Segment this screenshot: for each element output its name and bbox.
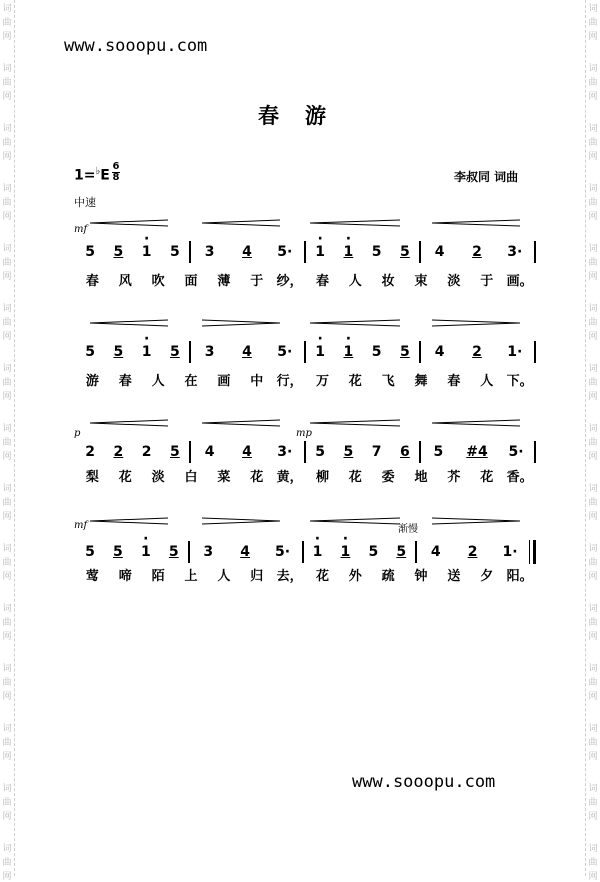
hairpin-line — [90, 521, 168, 524]
watermark-glyph: 曲 — [588, 78, 598, 88]
lyric-syllable: 春 — [447, 374, 461, 389]
note: 7 — [371, 444, 382, 460]
lyric-syllable: 春 — [315, 274, 329, 289]
note: 5· — [277, 344, 293, 360]
watermark-glyph: 网 — [588, 212, 598, 222]
measure — [306, 344, 419, 360]
watermark-glyph: 曲 — [588, 498, 598, 508]
watermark-glyph: 网 — [588, 872, 598, 882]
dynamic-hairpins — [0, 318, 600, 330]
lyric-syllable: 送 — [447, 569, 461, 584]
dynamic-marking-2: mp — [296, 428, 312, 439]
watermark-glyph: 网 — [2, 452, 12, 462]
note: 5 — [170, 344, 180, 360]
note: 5 — [371, 244, 382, 260]
watermark-glyph: 曲 — [2, 798, 12, 808]
note: 3 — [203, 544, 214, 560]
note: 4 — [240, 544, 250, 560]
note: · 1 — [341, 344, 355, 360]
notation-row — [76, 440, 536, 464]
watermark-glyph: 曲 — [588, 798, 598, 808]
watermark-glyph: 词 — [588, 784, 598, 794]
watermark-glyph: 网 — [2, 272, 12, 282]
lyric-syllable: 归 — [250, 569, 264, 584]
author-credit: 李叔同 词曲 — [454, 170, 519, 184]
lyric-syllable: 飞 — [381, 374, 395, 389]
hairpin-line — [432, 420, 520, 423]
watermark-glyph: 曲 — [588, 138, 598, 148]
watermark-glyph: 词 — [2, 424, 12, 434]
site-url-top: www.sooopu.com — [64, 36, 208, 56]
hairpin-line — [90, 420, 168, 423]
watermark-glyph: 词 — [588, 124, 598, 134]
watermark-glyph: 网 — [2, 212, 12, 222]
hairpin-line — [90, 220, 168, 223]
watermark-glyph: 网 — [2, 92, 12, 102]
note: 5· — [274, 544, 291, 560]
lyric-syllable: 莺 — [85, 569, 99, 584]
watermark-glyph: 词 — [2, 604, 12, 614]
lyric-syllable: 纱， — [276, 274, 303, 289]
note: · 1 — [313, 244, 327, 260]
note: 6 — [400, 444, 410, 460]
hairpin-line — [432, 223, 520, 226]
hairpin-line — [432, 423, 520, 426]
watermark-glyph: 网 — [588, 572, 598, 582]
lyrics-row — [76, 466, 536, 485]
hairpin-line — [90, 518, 168, 521]
hairpin-line — [432, 320, 520, 323]
hairpin-line — [310, 223, 400, 226]
key-signature: 1=♭E — [74, 166, 110, 184]
note: 2 — [467, 544, 478, 560]
right-watermark-column — [585, 0, 600, 882]
watermark-glyph: 曲 — [588, 678, 598, 688]
note: · 1 — [140, 244, 154, 260]
watermark-glyph: 词 — [588, 724, 598, 734]
watermark-glyph: 曲 — [2, 198, 12, 208]
watermark-glyph: 网 — [588, 392, 598, 402]
notation-row — [76, 240, 536, 264]
hairpin-line — [310, 420, 400, 423]
hairpin-line — [90, 423, 168, 426]
measure — [76, 544, 188, 560]
watermark-glyph: 网 — [588, 692, 598, 702]
watermark-glyph: 词 — [2, 64, 12, 74]
lyric-syllable: 柳 — [315, 470, 329, 485]
note: 5 — [113, 344, 124, 360]
lyric-syllable: 梨 — [85, 470, 99, 485]
watermark-glyph: 曲 — [2, 138, 12, 148]
lyric-syllable: 舞 — [414, 374, 428, 389]
hairpin-line — [310, 423, 400, 426]
watermark-glyph: 曲 — [2, 258, 12, 268]
barline — [534, 441, 536, 463]
left-watermark-column — [0, 0, 15, 882]
hairpin-line — [202, 320, 280, 323]
ritardando-marking: 渐慢 — [398, 524, 418, 535]
note: 5· — [508, 444, 524, 460]
measure — [76, 444, 189, 460]
note: 3· — [277, 444, 293, 460]
watermark-glyph: 词 — [2, 724, 12, 734]
note: · 1 — [341, 244, 355, 260]
hairpin-line — [202, 518, 280, 521]
watermark-glyph: 词 — [2, 364, 12, 374]
lyric-syllable: 画。 — [506, 274, 533, 289]
measure — [421, 444, 534, 460]
note: · 1 — [139, 544, 153, 560]
hairpin-line — [310, 220, 400, 223]
lyric-syllable: 地 — [414, 470, 428, 485]
lyrics-row — [76, 270, 536, 289]
lyric-syllable: 钟 — [414, 569, 428, 584]
lyric-syllable: 外 — [348, 569, 362, 584]
watermark-glyph: 词 — [2, 124, 12, 134]
watermark-glyph: 网 — [588, 92, 598, 102]
note: 5 — [113, 244, 124, 260]
watermark-glyph: 曲 — [588, 558, 598, 568]
note: 5 — [85, 544, 95, 560]
note: 2 — [472, 344, 482, 360]
watermark-glyph: 网 — [2, 392, 12, 402]
measure — [191, 444, 304, 460]
watermark-glyph: 曲 — [588, 738, 598, 748]
note: 5 — [315, 444, 325, 460]
lyric-syllable: 菜 — [217, 470, 231, 485]
note: 2 — [141, 444, 152, 460]
lyric-syllable: 于 — [480, 274, 494, 289]
watermark-glyph: 网 — [588, 812, 598, 822]
watermark-glyph: 网 — [588, 332, 598, 342]
watermark-glyph: 词 — [2, 304, 12, 314]
lyric-syllable: 淡 — [447, 274, 461, 289]
note: #4 — [466, 444, 488, 460]
note: · 1 — [310, 544, 324, 560]
watermark-glyph: 词 — [2, 244, 12, 254]
watermark-glyph: 词 — [588, 364, 598, 374]
measure — [421, 344, 534, 360]
note: 5 — [85, 344, 95, 360]
lyric-syllable: 束 — [414, 274, 428, 289]
watermark-glyph: 词 — [588, 184, 598, 194]
hairpin-line — [432, 220, 520, 223]
watermark-glyph: 曲 — [2, 678, 12, 688]
watermark-glyph: 词 — [588, 484, 598, 494]
note: 4 — [434, 244, 445, 260]
hairpin-line — [202, 323, 280, 326]
measure — [306, 444, 419, 460]
note: 4 — [434, 344, 445, 360]
lyrics-row — [76, 565, 536, 584]
watermark-glyph: 曲 — [588, 618, 598, 628]
measure — [306, 244, 419, 260]
watermark-glyph: 词 — [588, 844, 598, 854]
watermark-glyph: 网 — [2, 812, 12, 822]
watermark-glyph: 词 — [588, 544, 598, 554]
watermark-glyph: 曲 — [588, 318, 598, 328]
note: 5 — [371, 344, 382, 360]
note: · 1 — [338, 544, 352, 560]
lyric-syllable: 风 — [118, 274, 132, 289]
note: 4 — [242, 244, 252, 260]
dynamic-hairpins — [0, 516, 600, 528]
dynamic-marking: mf — [74, 520, 88, 531]
watermark-glyph: 曲 — [2, 438, 12, 448]
tempo-marking: 中速 — [74, 196, 96, 209]
lyric-syllable: 人 — [480, 374, 494, 389]
watermark-glyph: 曲 — [2, 558, 12, 568]
song-title: 春游 — [258, 103, 352, 128]
watermark-glyph: 词 — [2, 4, 12, 14]
final-barline — [529, 540, 536, 564]
measure — [190, 544, 302, 560]
hairpin-line — [432, 323, 520, 326]
hairpin-line — [202, 220, 280, 223]
lyric-syllable: 花 — [348, 470, 362, 485]
watermark-glyph: 曲 — [588, 258, 598, 268]
watermark-glyph: 网 — [2, 572, 12, 582]
watermark-glyph: 曲 — [2, 18, 12, 28]
hairpin-line — [310, 323, 400, 326]
note: 5 — [368, 544, 379, 560]
lyric-syllable: 花 — [250, 470, 264, 485]
watermark-glyph: 曲 — [2, 858, 12, 868]
watermark-glyph: 网 — [2, 32, 12, 42]
watermark-glyph: 网 — [2, 332, 12, 342]
watermark-glyph: 网 — [588, 452, 598, 462]
lyric-syllable: 春 — [118, 374, 132, 389]
lyric-syllable: 香。 — [506, 470, 533, 485]
lyric-syllable: 妆 — [381, 274, 395, 289]
hairpin-line — [90, 323, 168, 326]
hairpin-line — [202, 223, 280, 226]
lyric-syllable: 淡 — [151, 470, 165, 485]
watermark-glyph: 网 — [2, 872, 12, 882]
lyric-syllable: 疏 — [381, 569, 395, 584]
hairpin-line — [432, 518, 520, 521]
site-url-bottom: www.sooopu.com — [352, 772, 496, 792]
lyric-syllable: 花 — [118, 470, 132, 485]
lyric-syllable: 行， — [276, 374, 303, 389]
dynamic-marking: p — [74, 428, 81, 439]
watermark-glyph: 网 — [588, 752, 598, 762]
hairpin-line — [310, 320, 400, 323]
note: 4 — [204, 444, 215, 460]
note: 5 — [343, 444, 354, 460]
watermark-glyph: 曲 — [588, 198, 598, 208]
watermark-glyph: 曲 — [2, 738, 12, 748]
barline — [534, 241, 536, 263]
note: 2 — [472, 244, 482, 260]
note: 4 — [242, 444, 252, 460]
hairpin-line — [90, 320, 168, 323]
lyric-syllable: 吹 — [151, 274, 165, 289]
lyric-syllable: 人 — [151, 374, 165, 389]
hairpin-line — [90, 223, 168, 226]
watermark-glyph: 词 — [2, 664, 12, 674]
hairpin-line — [202, 423, 280, 426]
lyric-syllable: 阳。 — [506, 569, 533, 584]
watermark-glyph: 曲 — [2, 78, 12, 88]
watermark-glyph: 词 — [2, 484, 12, 494]
notation-row — [76, 540, 536, 564]
hairpin-line — [202, 420, 280, 423]
note: 2 — [113, 444, 124, 460]
note: 5 — [170, 444, 180, 460]
lyric-syllable: 白 — [184, 470, 198, 485]
watermark-glyph: 网 — [2, 752, 12, 762]
note: · 1 — [313, 344, 327, 360]
notation-row — [76, 340, 536, 364]
note: 5 — [170, 244, 180, 260]
lyric-syllable: 面 — [184, 274, 198, 289]
lyric-syllable: 画 — [217, 374, 231, 389]
note: 3 — [204, 344, 215, 360]
watermark-glyph: 曲 — [2, 498, 12, 508]
lyric-syllable: 花 — [348, 374, 362, 389]
watermark-glyph: 曲 — [2, 378, 12, 388]
lyric-syllable: 万 — [315, 374, 329, 389]
note: 4 — [430, 544, 441, 560]
hairpin-line — [202, 521, 280, 524]
note: 5 — [433, 444, 444, 460]
watermark-glyph: 词 — [588, 4, 598, 14]
note: 3 — [204, 244, 215, 260]
lyric-syllable: 中 — [250, 374, 264, 389]
note: 1· — [502, 544, 518, 560]
lyric-syllable: 委 — [381, 470, 395, 485]
watermark-glyph: 词 — [588, 64, 598, 74]
watermark-glyph: 网 — [588, 632, 598, 642]
watermark-glyph: 网 — [588, 512, 598, 522]
note: 5 — [400, 244, 410, 260]
dynamic-hairpins — [0, 218, 600, 230]
lyric-syllable: 春 — [85, 274, 99, 289]
lyric-syllable: 夕 — [480, 569, 494, 584]
watermark-glyph: 网 — [2, 692, 12, 702]
note: 5 — [396, 544, 407, 560]
watermark-glyph: 词 — [588, 424, 598, 434]
watermark-glyph: 曲 — [588, 858, 598, 868]
lyric-syllable: 啼 — [118, 569, 132, 584]
hairpin-line — [432, 521, 520, 524]
note: 5 — [168, 544, 179, 560]
note: 5· — [277, 244, 293, 260]
watermark-glyph: 词 — [588, 304, 598, 314]
watermark-glyph: 网 — [588, 152, 598, 162]
lyric-syllable: 黄， — [276, 470, 303, 485]
watermark-glyph: 词 — [588, 664, 598, 674]
lyric-syllable: 芥 — [447, 470, 461, 485]
lyric-syllable: 下。 — [506, 374, 533, 389]
measure — [421, 244, 534, 260]
watermark-glyph: 词 — [2, 784, 12, 794]
lyric-syllable: 去， — [276, 569, 303, 584]
hairpin-line — [310, 521, 400, 524]
watermark-glyph: 词 — [588, 604, 598, 614]
lyrics-row — [76, 370, 536, 389]
watermark-glyph: 曲 — [588, 18, 598, 28]
watermark-glyph: 曲 — [2, 318, 12, 328]
watermark-glyph: 词 — [2, 844, 12, 854]
measure — [76, 344, 189, 360]
lyric-syllable: 薄 — [217, 274, 231, 289]
measure — [191, 344, 304, 360]
measure — [417, 544, 529, 560]
watermark-glyph: 网 — [2, 152, 12, 162]
watermark-glyph: 网 — [588, 272, 598, 282]
note: 5 — [113, 544, 123, 560]
watermark-glyph: 网 — [2, 632, 12, 642]
note: 3· — [507, 244, 523, 260]
measure — [304, 544, 416, 560]
note: 5 — [400, 344, 410, 360]
time-signature: 6 8 — [112, 161, 120, 183]
note: 2 — [85, 444, 95, 460]
watermark-glyph: 网 — [2, 512, 12, 522]
watermark-glyph: 词 — [2, 544, 12, 554]
watermark-glyph: 曲 — [588, 378, 598, 388]
lyric-syllable: 人 — [348, 274, 362, 289]
lyric-syllable: 于 — [250, 274, 264, 289]
hairpin-line — [310, 518, 400, 521]
note: 1· — [507, 344, 523, 360]
watermark-glyph: 词 — [588, 244, 598, 254]
watermark-glyph: 曲 — [588, 438, 598, 448]
watermark-glyph: 词 — [2, 184, 12, 194]
lyric-syllable: 在 — [184, 374, 198, 389]
note: 5 — [85, 244, 95, 260]
dynamic-marking: mf — [74, 224, 88, 235]
watermark-glyph: 曲 — [2, 618, 12, 628]
lyric-syllable: 花 — [315, 569, 329, 584]
note: · 1 — [140, 344, 154, 360]
lyric-syllable: 陌 — [151, 569, 165, 584]
measure — [191, 244, 304, 260]
measure — [76, 244, 189, 260]
note: 4 — [242, 344, 252, 360]
lyric-syllable: 上 — [184, 569, 198, 584]
lyric-syllable: 游 — [85, 374, 99, 389]
barline — [534, 341, 536, 363]
watermark-glyph: 网 — [588, 32, 598, 42]
lyric-syllable: 人 — [217, 569, 231, 584]
lyric-syllable: 花 — [480, 470, 494, 485]
